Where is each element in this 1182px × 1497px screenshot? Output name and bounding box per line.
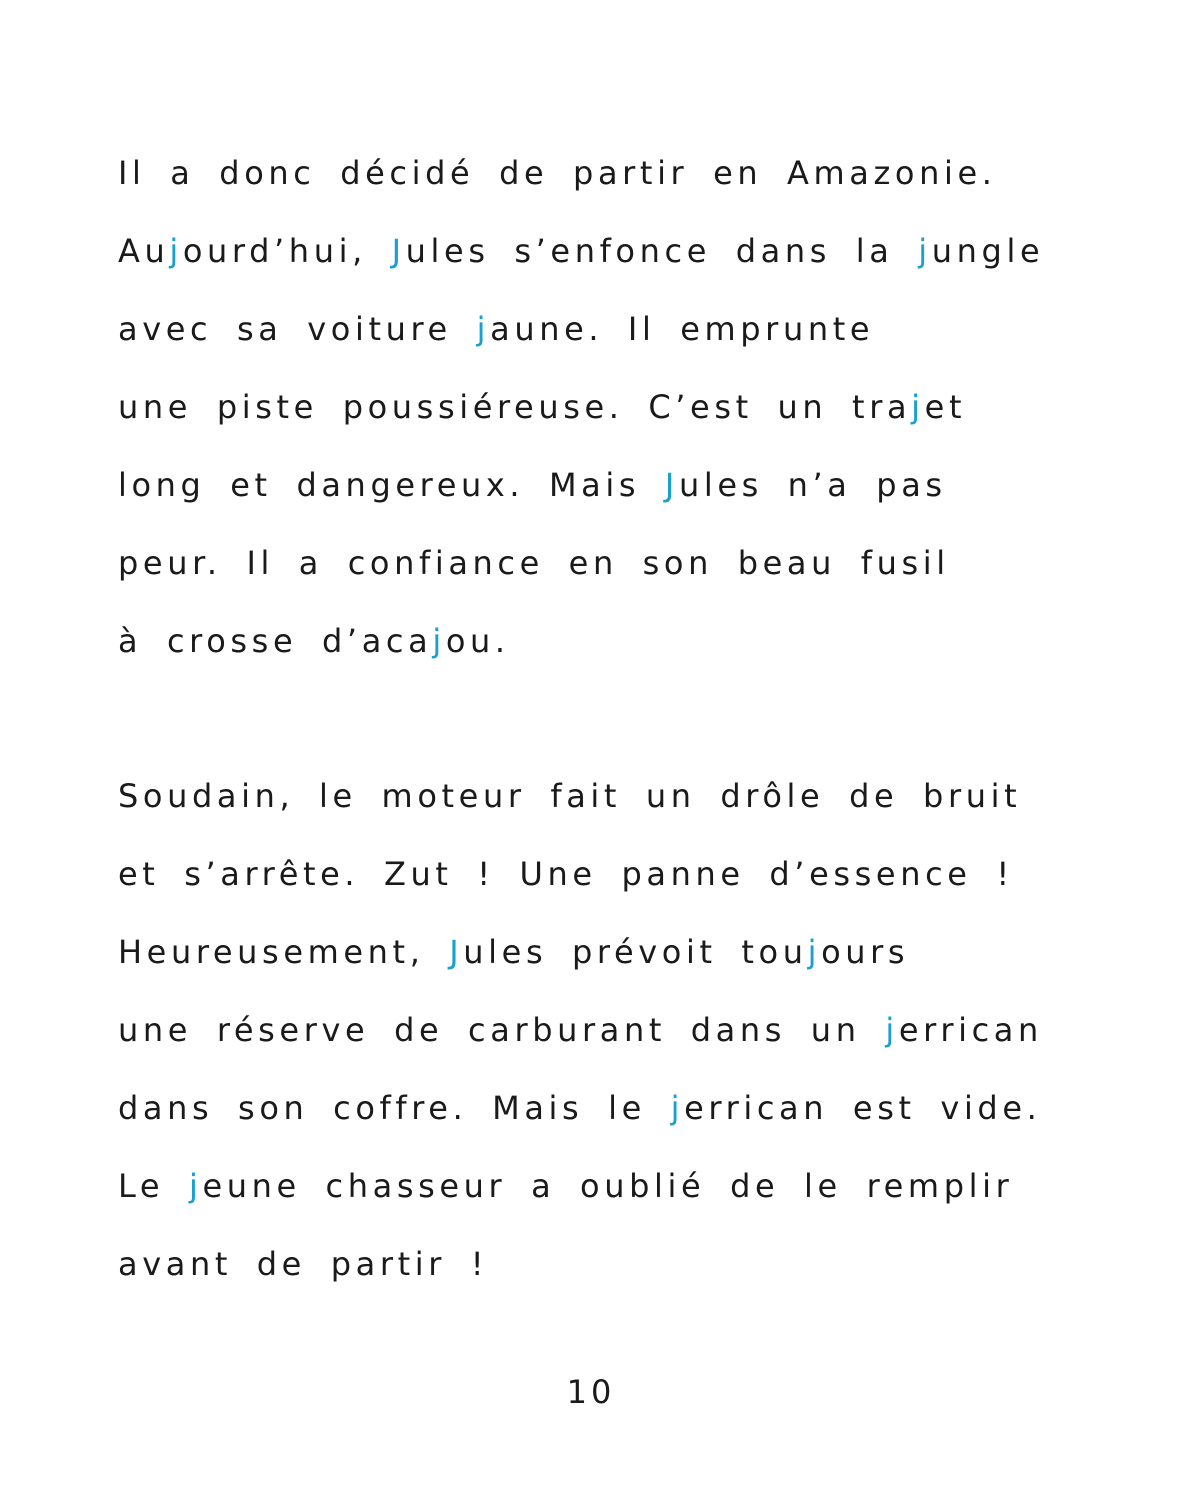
text-line	[118, 1000, 1118, 1078]
text-segment: et	[924, 388, 967, 426]
text-line	[118, 766, 1118, 844]
text-line	[118, 533, 1118, 611]
text-segment: ou.	[445, 622, 510, 660]
highlighted-letter: j	[807, 933, 822, 971]
text-line	[118, 844, 1118, 922]
text-segment: Le	[118, 1167, 189, 1205]
text-line	[118, 143, 1118, 221]
text-segment: Heureusement,	[118, 933, 450, 971]
text-segment: Au	[118, 232, 170, 270]
text-segment: aune. Il emprunte	[490, 310, 875, 348]
highlighted-letter: j	[918, 232, 932, 270]
highlighted-letter: J	[391, 232, 406, 270]
text-segment: à crosse d’aca	[118, 622, 433, 660]
text-segment: long et dangereux. Mais	[118, 466, 665, 504]
text-segment: ules prévoit tou	[463, 933, 808, 971]
text-line	[118, 1156, 1118, 1234]
text-segment: avant de partir !	[118, 1245, 489, 1283]
highlighted-letter: j	[911, 388, 925, 426]
text-segment: dans son coffre. Mais le	[118, 1089, 671, 1127]
text-segment: et s’arrête. Zut ! Une panne d’essence !	[118, 855, 1014, 893]
text-segment: eune chasseur a oublié de le remplir	[202, 1167, 1014, 1205]
text-segment: ungle	[931, 232, 1045, 270]
highlighted-letter: j	[670, 1089, 685, 1127]
text-segment: ourd’hui,	[182, 232, 392, 270]
highlighted-letter: j	[432, 622, 446, 660]
text-line	[118, 455, 1118, 533]
text-segment: errican	[898, 1011, 1043, 1049]
highlighted-letter: j	[476, 310, 491, 348]
highlighted-letter: j	[169, 232, 183, 270]
text-line	[118, 221, 1118, 299]
paragraph-2	[118, 766, 1118, 1312]
text-line	[118, 1078, 1118, 1156]
text-line	[118, 299, 1118, 377]
page-number: 10	[566, 1373, 616, 1411]
text-segment: errican est vide.	[684, 1089, 1042, 1127]
text-line	[118, 922, 1118, 1000]
highlighted-letter: J	[449, 933, 464, 971]
highlighted-letter: j	[188, 1167, 203, 1205]
text-line	[118, 377, 1118, 455]
text-segment: peur. Il a confiance en son beau fusil	[118, 544, 950, 582]
highlighted-letter: j	[885, 1011, 899, 1049]
text-segment: Il a donc décidé de partir en Amazonie.	[118, 154, 997, 192]
text-line	[118, 611, 1118, 689]
text-segment: avec sa voiture	[118, 310, 477, 348]
text-segment: Soudain, le moteur fait un drôle de bruit	[118, 777, 1022, 815]
highlighted-letter: J	[664, 466, 679, 504]
paragraph-1	[118, 143, 1118, 689]
text-segment: ules n’a pas	[678, 466, 947, 504]
text-line	[118, 1234, 1118, 1312]
text-segment: ours	[821, 933, 910, 971]
text-segment: une piste poussiéreuse. C’est un tra	[118, 388, 912, 426]
text-segment: ules s’enfonce dans la	[405, 232, 919, 270]
text-segment: une réserve de carburant dans un	[118, 1011, 886, 1049]
